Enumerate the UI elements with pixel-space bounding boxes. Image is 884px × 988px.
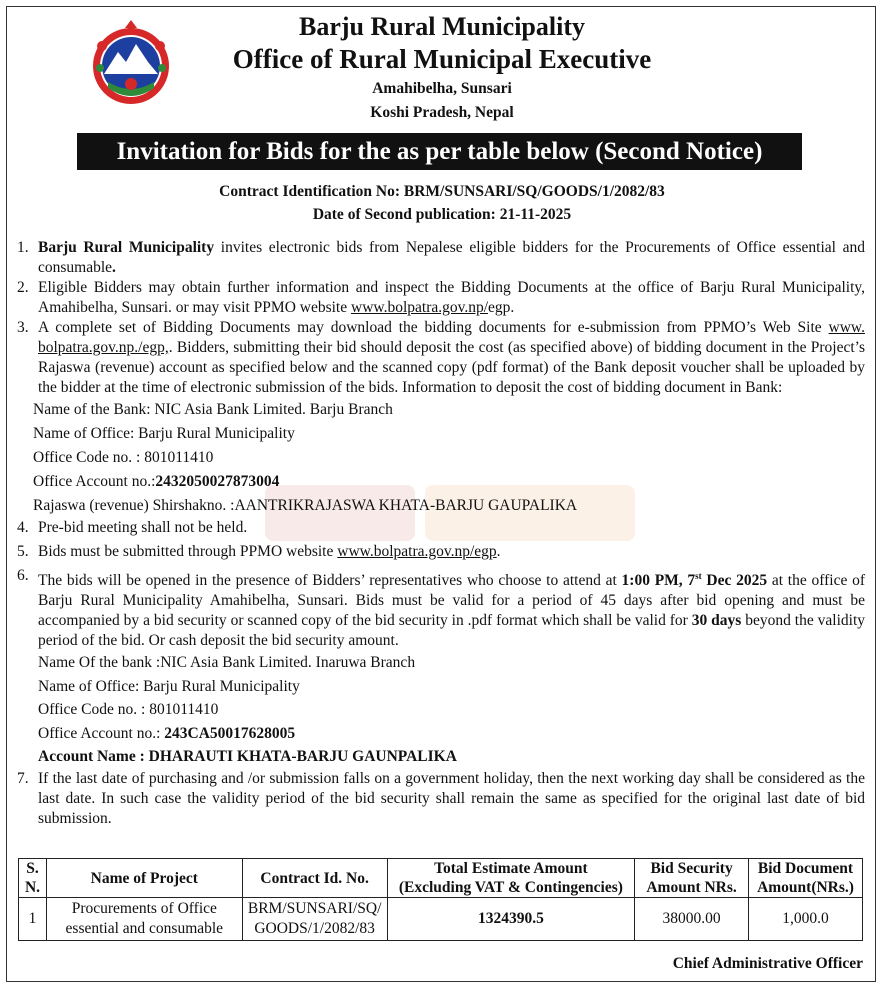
notice-body bbox=[17, 238, 865, 829]
bids-table bbox=[18, 858, 863, 941]
cell-contract: BRM/SUNSARI/SQ/ GOODS/1/2082/83 bbox=[242, 898, 387, 941]
clause-number: 2. bbox=[17, 279, 29, 296]
signature-title: Chief Administrative Officer bbox=[672, 955, 863, 972]
header-estimate: Total Estimate Amount (Excluding VAT & Contingencies) bbox=[387, 859, 635, 898]
header-sn: S. N. bbox=[19, 859, 47, 898]
account-number: 2432050027873004 bbox=[155, 473, 280, 490]
clause-text: invites electronic bids from Nepalese eligible bidders for the Procurements of Office essential and consumable bbox=[38, 239, 866, 276]
clause-text: . Bidders, submitting their bid should deposit the cost (as specified above) of bidding document in the Project’s Rajaswa (revenue) account as specified below and the scanned copy (pdf format) of the Bank deposit voucher shall be uploaded by the bidder at the time of electronic submission of the bids. Information to deposit the cost of bidding document in Bank: bbox=[38, 339, 865, 396]
clause-number: 4. bbox=[17, 519, 29, 536]
clause-text: If the last date of purchasing and /or submission falls on a government holiday, then the next working day shall be considered as the last date. In such case the validity period of the bid security shall remain the same as specified for the original last date of bid submission. bbox=[38, 769, 865, 827]
rajaswa-heading: Rajaswa (revenue) Shirshakno. :AANTRIKRAJASWA KHATA-BARJU GAUPALIKA bbox=[33, 497, 578, 514]
validity-days: 30 days bbox=[691, 612, 742, 630]
date-suffix: st bbox=[695, 571, 702, 581]
clause-text: Eligible Bidders may obtain further information and inspect the Bidding Documents at the office of Barju Rural Municipality, Amahibelha, Sunsari. or may visit PPMO website bbox=[38, 279, 865, 316]
clause-4 bbox=[17, 518, 865, 538]
clause-number: 5. bbox=[17, 543, 29, 560]
province-line: Koshi Pradesh, Nepal bbox=[370, 104, 514, 121]
table-header-row bbox=[19, 859, 863, 898]
clause-text: beyond the validity period of the bid. Or cash deposit the bid security amount. bbox=[38, 612, 866, 650]
clause-text: Pre-bid meeting shall not be held. bbox=[38, 519, 248, 536]
address-line: Amahibelha, Sunsari bbox=[372, 80, 512, 97]
table-row bbox=[19, 898, 863, 941]
office-account: Office Account no.: 243CA50017628005 bbox=[38, 724, 296, 742]
clause-number: 3. bbox=[17, 319, 29, 336]
account-name: Account Name : DHARAUTI KHATA-BARJU GAUNPALIKA bbox=[38, 748, 457, 766]
header-project: Name of Project bbox=[46, 859, 242, 898]
clause-number: 7. bbox=[17, 769, 29, 787]
clause-end: . bbox=[496, 543, 501, 560]
cell-document: 1,000.0 bbox=[749, 898, 863, 941]
clause-bold-text: Barju Rural Municipality bbox=[38, 239, 215, 256]
clause-number: 6. bbox=[17, 567, 29, 584]
office-name-line: Name of Office: Barju Rural Municipality bbox=[38, 677, 300, 695]
clause-2 bbox=[17, 278, 865, 318]
bank-name: Name of the Bank: NIC Asia Bank Limited. Barju Branch bbox=[33, 401, 393, 418]
office-name: Office of Rural Municipal Executive bbox=[232, 44, 652, 74]
office-name-line: Name of Office: Barju Rural Municipality bbox=[33, 425, 295, 442]
cell-sn: 1 bbox=[19, 898, 47, 941]
notice-banner: Invitation for Bids for the as per table below (Second Notice) bbox=[77, 133, 802, 170]
clause-text: Bids must be submitted through PPMO website bbox=[38, 543, 338, 560]
clause-text: A complete set of Bidding Documents may download the bidding documents for e-submission from PPMO’s Web Site bbox=[38, 319, 829, 336]
cell-security: 38000.00 bbox=[635, 898, 749, 941]
clause-text: at the office of Barju Rural Municipality Amahibelha, Sunsari. Bids must be valid for a period of 45 days after bid opening and must be accompanied by a bid security or scanned copy of the bid security in .pdf format which shall be valid for bbox=[38, 572, 866, 630]
clause-6 bbox=[17, 566, 865, 651]
bolpatra-link[interactable]: www.bolpatra.gov.np/egp bbox=[337, 543, 497, 560]
municipality-name: Barju Rural Municipality bbox=[298, 12, 585, 41]
office-code: Office Code no. : 801011410 bbox=[38, 701, 219, 719]
account-number: 243CA50017628005 bbox=[164, 724, 296, 742]
clause-5 bbox=[17, 542, 865, 562]
clause-end: egp. bbox=[488, 299, 515, 316]
cell-project: Procurements of Office essential and consumable bbox=[46, 898, 242, 941]
header-security: Bid Security Amount NRs. bbox=[635, 859, 749, 898]
office-code: Office Code no. : 801011410 bbox=[33, 449, 214, 466]
clause-end: . bbox=[112, 259, 116, 276]
bank-details-security bbox=[17, 651, 865, 769]
bolpatra-link[interactable]: www.bolpatra.gov.np/ bbox=[351, 299, 489, 316]
clause-1 bbox=[17, 238, 865, 278]
office-account: Office Account no.:2432050027873004 bbox=[33, 473, 280, 490]
bank-name: Name Of the bank :NIC Asia Bank Limited. Inaruwa Branch bbox=[38, 654, 416, 672]
opening-date: Dec 2025 bbox=[701, 572, 768, 590]
clause-number: 1. bbox=[17, 239, 29, 256]
bank-details-cost bbox=[17, 398, 865, 518]
opening-time: 1:00 PM, 7 bbox=[621, 572, 696, 590]
bolpatra-link[interactable]: www. bolpatra.gov.np./egp, bbox=[38, 319, 865, 356]
clause-text: The bids will be opened in the presence of Bidders’ representatives who choose to attend at bbox=[38, 572, 622, 590]
cell-estimate: 1324390.5 bbox=[387, 898, 635, 941]
clause-3 bbox=[17, 318, 865, 398]
clause-7 bbox=[17, 769, 865, 829]
contract-identification: Contract Identification No: BRM/SUNSARI/SQ/GOODS/1/2082/83 bbox=[219, 183, 665, 200]
publication-date: Date of Second publication: 21-11-2025 bbox=[312, 206, 572, 223]
header-contract: Contract Id. No. bbox=[242, 859, 387, 898]
header-document: Bid Document Amount(NRs.) bbox=[749, 859, 863, 898]
